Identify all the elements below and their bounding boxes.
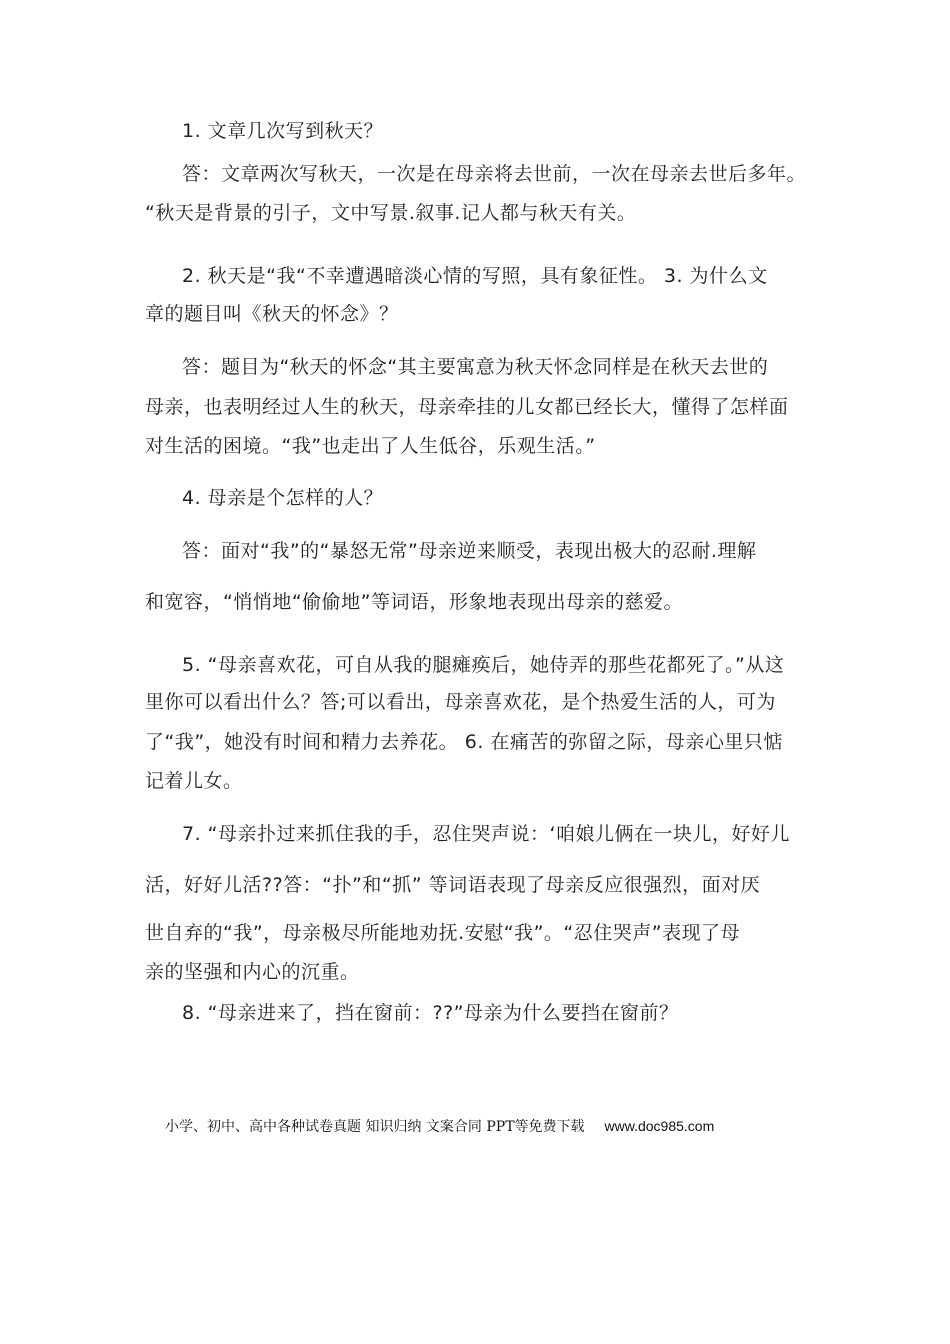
question-8: 8. “母亲进来了，挡在窗前：??”母亲为什么要挡在窗前？ [182, 1002, 679, 1024]
item-7-line-4: 亲的坚强和内心的沉重。 [145, 961, 360, 983]
page-footer [165, 1116, 805, 1137]
item-5-line-3: 了“我”，她没有时间和精力去养花。 6. 在痛苦的弥留之际，母亲心里只惦 [145, 731, 783, 753]
answer-3-line-1: 答：题目为“秋天的怀念“其主要寓意为秋天怀念同样是在秋天去世的 [182, 356, 769, 378]
item-7-line-1: 7. “母亲扑过来抓住我的手，忍住哭声说：‘咱娘儿俩在一块儿，好好儿 [182, 823, 791, 845]
answer-3-line-2: 母亲，也表明经过人生的秋天，母亲牵挂的儿女都已经长大，懂得了怎样面 [145, 396, 789, 418]
item-2-line-2: 章的题目叫《秋天的怀念》？ [145, 303, 399, 325]
item-2-line-1: 2. 秋天是“我“不幸遭遇暗淡心情的写照，具有象征性。 3. 为什么文 [182, 265, 768, 287]
question-1: 1. 文章几次写到秋天？ [182, 120, 384, 142]
footer-text: 小学、初中、高中各种试卷真题 知识归纳 文案合同 PPT等免费下载 [165, 1119, 585, 1135]
item-5-line-1: 5. “母亲喜欢花，可自从我的腿瘫痪后，她侍弄的那些花都死了。”从这 [182, 654, 785, 676]
footer-url[interactable]: www.doc985.com [604, 1118, 715, 1134]
item-7-line-2: 活，好好儿活??答：“扑”和“抓” 等词语表现了母亲反应很强烈，面对厌 [145, 874, 761, 896]
answer-1-line-1: 答：文章两次写秋天，一次是在母亲将去世前，一次在母亲去世后多年。 [182, 163, 807, 185]
answer-1-line-2: “秋天是背景的引子，文中写景.叙事.记人都与秋天有关。 [145, 202, 637, 224]
item-5-line-2: 里你可以看出什么？答;可以看出，母亲喜欢花，是个热爱生活的人，可为 [145, 691, 776, 713]
answer-4-line-1: 答：面对“我”的“暴怒无常”母亲逆来顺受，表现出极大的忍耐.理解 [182, 540, 757, 562]
answer-3-line-3: 对生活的困境。“我”也走出了人生低谷，乐观生活。” [145, 435, 596, 457]
answer-4-line-2: 和宽容，“悄悄地“偷偷地”等词语，形象地表现出母亲的慈爱。 [145, 591, 684, 613]
item-5-line-4: 记着儿女。 [145, 770, 243, 792]
question-4: 4. 母亲是个怎样的人？ [182, 487, 384, 509]
item-7-line-3: 世自弃的“我”，母亲极尽所能地劝抚.安慰“我”。“忍住哭声”表现了母 [145, 922, 741, 944]
